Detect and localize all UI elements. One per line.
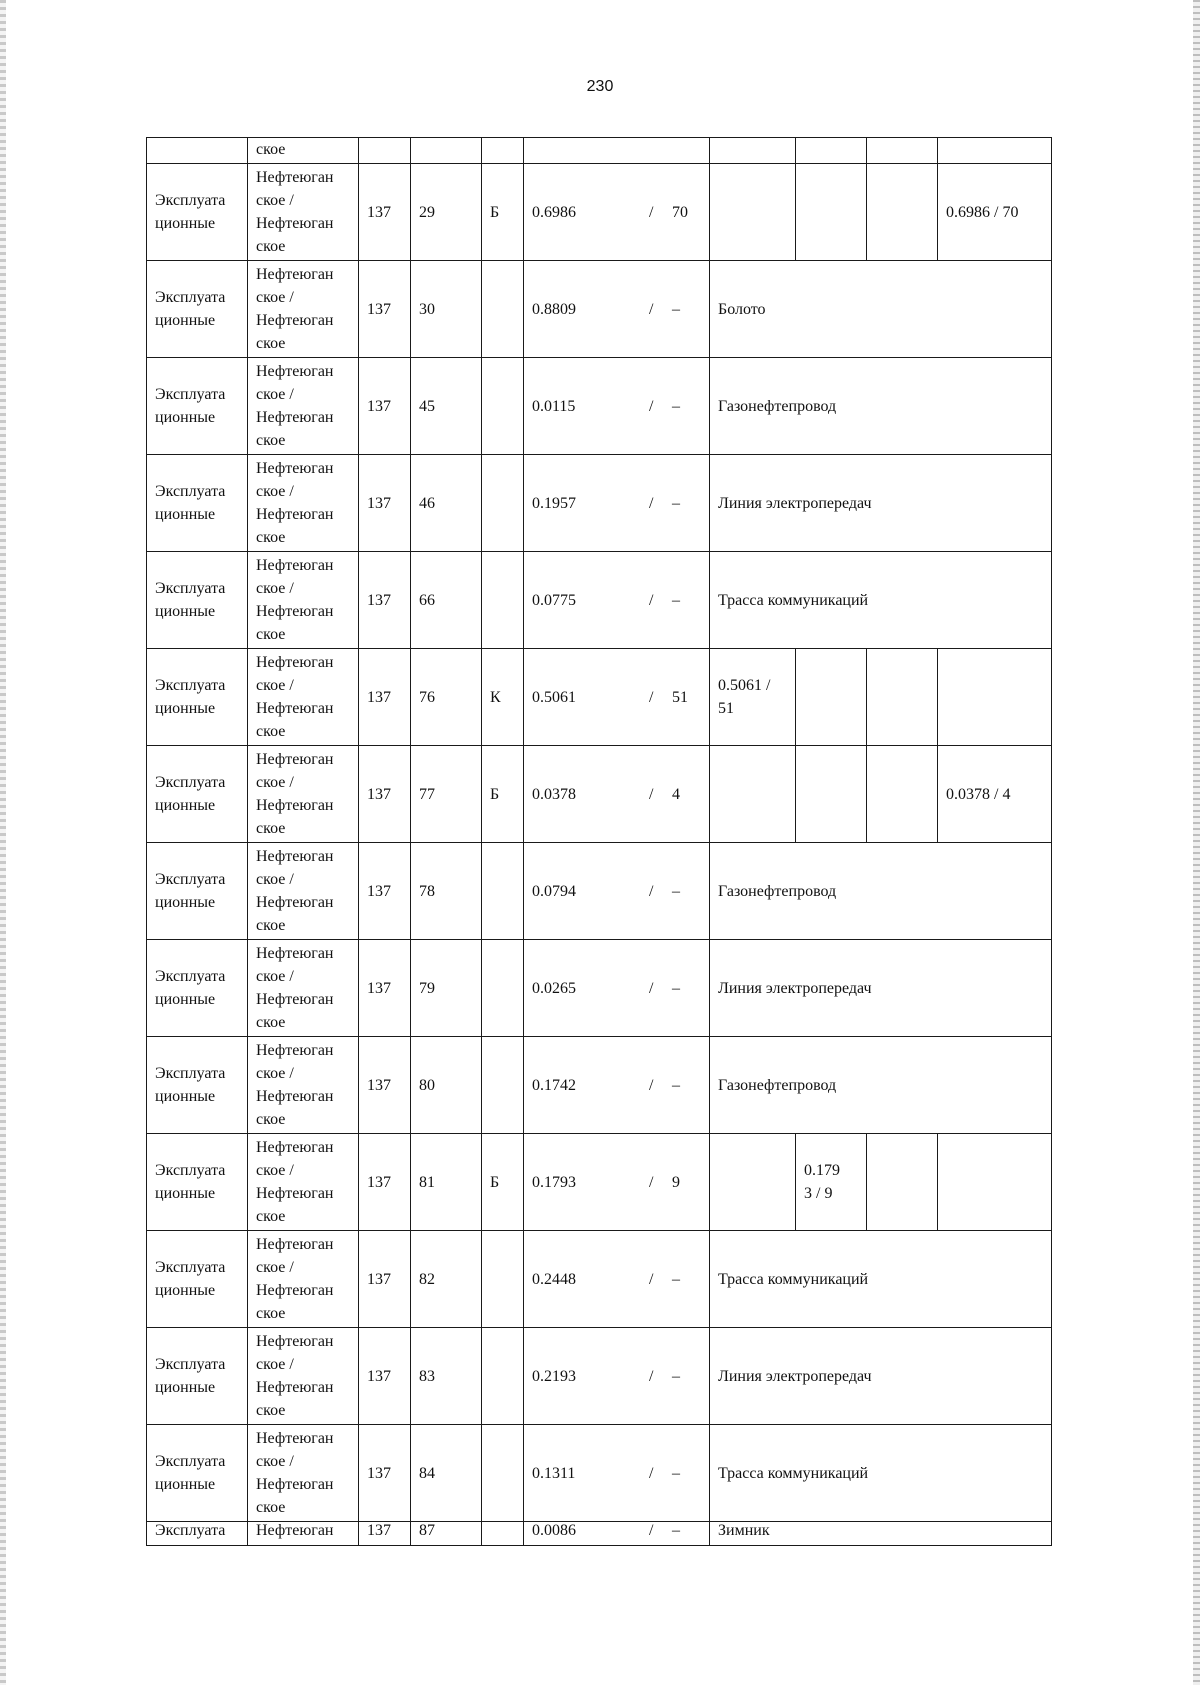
- cell-category: [482, 1425, 524, 1522]
- cell-object: [710, 1425, 1052, 1522]
- cell-object-2-text: 0.179 3 / 9: [804, 1162, 840, 1202]
- cell-quarter-text: 137: [367, 1522, 391, 1539]
- cell-area: [524, 940, 710, 1037]
- area-value: 0.0378: [532, 785, 576, 803]
- cell-quarter-text: 137: [367, 1076, 391, 1094]
- cell-plot: [411, 1522, 482, 1546]
- cell-category: [482, 1134, 524, 1231]
- cell-quarter-text: 137: [367, 397, 391, 415]
- area-separator: /: [649, 1522, 654, 1539]
- cell-type: [147, 1134, 248, 1231]
- cell-category: [482, 1231, 524, 1328]
- area-extra-value: 4: [672, 785, 680, 803]
- cell-category: [482, 940, 524, 1037]
- cell-plot-text: 45: [419, 397, 435, 415]
- cell-type-text: Эксплуата ционные: [155, 386, 226, 426]
- area-extra-value: –: [672, 1076, 680, 1094]
- cell-type-text: Эксплуата ционные: [155, 1162, 226, 1202]
- cell-place-text: Нефтеюган ское / Нефтеюган ское: [256, 848, 334, 934]
- cell-type: [147, 1328, 248, 1425]
- cell-plot-text: 81: [419, 1173, 435, 1191]
- cell-type-text: Эксплуата: [155, 1522, 226, 1539]
- cell-object-1: [710, 746, 796, 843]
- cell-area: [524, 455, 710, 552]
- cell-plot: [411, 261, 482, 358]
- cell-object-1: [710, 138, 796, 164]
- cell-object: [710, 1522, 1052, 1546]
- cell-object-text: Газонефтепровод: [718, 882, 837, 900]
- cell-area: [524, 261, 710, 358]
- cell-object-4: [938, 746, 1052, 843]
- area-separator: /: [649, 1270, 654, 1288]
- cell-object: [710, 940, 1052, 1037]
- cell-plot: [411, 164, 482, 261]
- cell-quarter-text: 137: [367, 591, 391, 609]
- area-separator: /: [649, 1076, 654, 1094]
- cell-object-text: Линия электропередач: [718, 979, 872, 997]
- cell-plot-text: 82: [419, 1270, 435, 1288]
- cell-place: [248, 843, 359, 940]
- cell-quarter-text: 137: [367, 203, 391, 221]
- cell-place-text: Нефтеюган ское / Нефтеюган ское: [256, 751, 334, 837]
- cell-object-text: Трасса коммуникаций: [718, 1464, 869, 1482]
- area-separator: /: [649, 1464, 654, 1482]
- cell-type-text: Эксплуата ционные: [155, 968, 226, 1008]
- cell-category: [482, 746, 524, 843]
- table-row: [147, 746, 1052, 843]
- cell-quarter: [359, 552, 411, 649]
- cell-object-4: [938, 649, 1052, 746]
- cell-quarter-text: 137: [367, 1367, 391, 1385]
- cell-plot-text: 80: [419, 1076, 435, 1094]
- area-extra-value: 70: [672, 203, 688, 221]
- cell-object-text: Болото: [718, 300, 766, 318]
- area-value-group: [532, 1074, 701, 1097]
- area-value-group: [532, 686, 701, 709]
- cell-place: [248, 1037, 359, 1134]
- cell-place-text: Нефтеюган ское / Нефтеюган ское: [256, 945, 334, 1031]
- area-extra-value: –: [672, 1270, 680, 1288]
- cell-place: [248, 455, 359, 552]
- cell-category-text: Б: [490, 785, 500, 803]
- cell-plot: [411, 1037, 482, 1134]
- cell-place: [248, 1522, 359, 1546]
- table-row: [147, 455, 1052, 552]
- cell-place: [248, 261, 359, 358]
- cell-area: [524, 164, 710, 261]
- cell-quarter: [359, 1425, 411, 1522]
- cell-category: [482, 1037, 524, 1134]
- cell-place: [248, 358, 359, 455]
- cell-type-text: Эксплуата ционные: [155, 1453, 226, 1493]
- cell-place-text: Нефтеюган ское / Нефтеюган ское: [256, 1236, 334, 1322]
- cell-quarter-text: 137: [367, 494, 391, 512]
- cell-category: [482, 649, 524, 746]
- cell-area: [524, 358, 710, 455]
- cell-object-3: [867, 138, 938, 164]
- cell-plot: [411, 455, 482, 552]
- table-body: [147, 138, 1052, 1546]
- cell-object: [710, 1037, 1052, 1134]
- cell-type-text: Эксплуата ционные: [155, 1356, 226, 1396]
- area-value-group: [532, 201, 701, 224]
- area-extra-value: –: [672, 494, 680, 512]
- area-value: 0.1311: [532, 1464, 576, 1482]
- cell-plot-text: 76: [419, 688, 435, 706]
- area-extra-value: –: [672, 1464, 680, 1482]
- cell-object-2: [796, 1134, 867, 1231]
- cell-area: [524, 138, 710, 164]
- cell-plot: [411, 1134, 482, 1231]
- area-value: 0.2193: [532, 1367, 576, 1385]
- cell-object-3: [867, 164, 938, 261]
- area-separator: /: [649, 397, 654, 415]
- area-value-group: [532, 977, 701, 1000]
- cell-plot-text: 84: [419, 1464, 435, 1482]
- cell-area: [524, 1231, 710, 1328]
- cell-plot: [411, 138, 482, 164]
- cell-quarter-text: 137: [367, 785, 391, 803]
- cell-object: [710, 552, 1052, 649]
- cell-type: [147, 552, 248, 649]
- cell-category: [482, 164, 524, 261]
- cell-quarter: [359, 1037, 411, 1134]
- area-extra-value: –: [672, 1522, 680, 1539]
- table-row: [147, 261, 1052, 358]
- cell-place-text: Нефтеюган ское / Нефтеюган ское: [256, 654, 334, 740]
- cell-object-3: [867, 649, 938, 746]
- cell-category: [482, 261, 524, 358]
- cell-category: [482, 552, 524, 649]
- area-value-group: [532, 880, 701, 903]
- cell-type: [147, 138, 248, 164]
- area-separator: /: [649, 591, 654, 609]
- cell-place-text: Нефтеюган ское / Нефтеюган ское: [256, 169, 334, 255]
- cell-category-text: Б: [490, 203, 500, 221]
- cell-type: [147, 261, 248, 358]
- cell-type-text: Эксплуата ционные: [155, 774, 226, 814]
- cell-place: [248, 940, 359, 1037]
- cell-object-text: Газонефтепровод: [718, 397, 837, 415]
- cell-category: [482, 138, 524, 164]
- area-value-group: [532, 1268, 701, 1291]
- cell-area: [524, 746, 710, 843]
- cell-quarter-text: 137: [367, 300, 391, 318]
- cell-type: [147, 746, 248, 843]
- cell-quarter: [359, 164, 411, 261]
- table-row: [147, 649, 1052, 746]
- cell-quarter: [359, 940, 411, 1037]
- area-value-group: [532, 298, 701, 321]
- cell-type-text: Эксплуата ционные: [155, 192, 226, 232]
- cell-area: [524, 843, 710, 940]
- table-row: [147, 552, 1052, 649]
- cell-category: [482, 1522, 524, 1546]
- cell-quarter: [359, 746, 411, 843]
- cell-type-text: Эксплуата ционные: [155, 1065, 226, 1105]
- area-value: 0.0775: [532, 591, 576, 609]
- area-value: 0.0794: [532, 882, 576, 900]
- cell-type: [147, 1037, 248, 1134]
- cell-object-3: [867, 1134, 938, 1231]
- cell-quarter: [359, 1134, 411, 1231]
- cell-object-4: [938, 138, 1052, 164]
- cell-place-text: Нефтеюган ское / Нефтеюган ское: [256, 1042, 334, 1128]
- cell-object-2: [796, 746, 867, 843]
- cell-object-4: [938, 1134, 1052, 1231]
- cell-area: [524, 1425, 710, 1522]
- cell-object: [710, 1328, 1052, 1425]
- cell-category: [482, 358, 524, 455]
- cell-category: [482, 455, 524, 552]
- area-extra-value: –: [672, 591, 680, 609]
- cell-quarter-text: 137: [367, 1173, 391, 1191]
- table-row: [147, 164, 1052, 261]
- cell-object: [710, 843, 1052, 940]
- cell-place: [248, 1328, 359, 1425]
- area-separator: /: [649, 1173, 654, 1191]
- cell-object: [710, 455, 1052, 552]
- cell-quarter: [359, 649, 411, 746]
- cell-plot-text: 66: [419, 591, 435, 609]
- cell-type: [147, 1522, 248, 1546]
- area-value-group: [532, 1522, 701, 1545]
- cell-type: [147, 843, 248, 940]
- cell-plot: [411, 649, 482, 746]
- cell-object-2: [796, 138, 867, 164]
- cell-plot: [411, 358, 482, 455]
- area-separator: /: [649, 979, 654, 997]
- cell-plot-text: 30: [419, 300, 435, 318]
- cell-quarter-text: 137: [367, 1464, 391, 1482]
- cell-plot: [411, 552, 482, 649]
- cell-area: [524, 1328, 710, 1425]
- cell-object: [710, 358, 1052, 455]
- cell-place: [248, 552, 359, 649]
- scan-edge-left: [0, 0, 6, 1685]
- cell-place-text: Нефтеюган ское / Нефтеюган ское: [256, 1139, 334, 1225]
- cell-place: [248, 164, 359, 261]
- cell-place-text: Нефтеюган ское / Нефтеюган ское: [256, 1430, 334, 1516]
- cell-category: [482, 1328, 524, 1425]
- cell-plot: [411, 1425, 482, 1522]
- area-separator: /: [649, 688, 654, 706]
- cell-type-text: Эксплуата ционные: [155, 580, 226, 620]
- area-extra-value: 51: [672, 688, 688, 706]
- cell-plot: [411, 940, 482, 1037]
- cell-type-text: Эксплуата ционные: [155, 1259, 226, 1299]
- cell-type: [147, 358, 248, 455]
- cell-type: [147, 649, 248, 746]
- cell-quarter: [359, 138, 411, 164]
- table-row: [147, 1425, 1052, 1522]
- cell-plot-text: 78: [419, 882, 435, 900]
- area-value-group: [532, 1171, 701, 1194]
- area-value: 0.6986: [532, 203, 576, 221]
- cell-place: [248, 746, 359, 843]
- cell-type-text: Эксплуата ционные: [155, 677, 226, 717]
- cell-plot-text: 87: [419, 1522, 435, 1539]
- cell-object-text: Трасса коммуникаций: [718, 1270, 869, 1288]
- area-value: 0.1957: [532, 494, 576, 512]
- area-extra-value: –: [672, 397, 680, 415]
- cell-object-3: [867, 746, 938, 843]
- area-separator: /: [649, 203, 654, 221]
- cell-area: [524, 1037, 710, 1134]
- cell-object-text: Газонефтепровод: [718, 1076, 837, 1094]
- area-value-group: [532, 1462, 701, 1485]
- cell-quarter: [359, 455, 411, 552]
- cell-type-text: Эксплуата ционные: [155, 289, 226, 329]
- cell-plot-text: 29: [419, 203, 435, 221]
- cell-place: ское: [248, 138, 359, 164]
- table-row: [147, 1328, 1052, 1425]
- cell-place: [248, 649, 359, 746]
- area-value-group: [532, 1365, 701, 1388]
- area-separator: /: [649, 494, 654, 512]
- cell-plot: [411, 746, 482, 843]
- cell-type: [147, 1425, 248, 1522]
- area-value-group: [532, 783, 701, 806]
- area-value-group: [532, 492, 701, 515]
- cell-type: [147, 455, 248, 552]
- cell-object-1-text: 0.5061 / 51: [718, 677, 771, 717]
- cell-quarter-text: 137: [367, 882, 391, 900]
- area-separator: /: [649, 1367, 654, 1385]
- cell-quarter: [359, 1328, 411, 1425]
- cell-quarter-text: 137: [367, 1270, 391, 1288]
- cell-place-text: Нефтеюган ское / Нефтеюган ское: [256, 266, 334, 352]
- cell-object-4-text: 0.6986 / 70: [946, 203, 1019, 221]
- cell-plot: [411, 1328, 482, 1425]
- cell-area: [524, 552, 710, 649]
- area-extra-value: 9: [672, 1173, 680, 1191]
- cell-object-4-text: 0.0378 / 4: [946, 785, 1011, 803]
- cell-object-text: Трасса коммуникаций: [718, 591, 869, 609]
- cell-plot: [411, 1231, 482, 1328]
- cell-object-2: [796, 649, 867, 746]
- area-value: 0.8809: [532, 300, 576, 318]
- cell-quarter: [359, 358, 411, 455]
- area-extra-value: –: [672, 1367, 680, 1385]
- area-separator: /: [649, 300, 654, 318]
- cell-type-text: Эксплуата ционные: [155, 871, 226, 911]
- area-extra-value: –: [672, 300, 680, 318]
- cell-quarter: [359, 843, 411, 940]
- scan-edge-right: [1193, 0, 1200, 1685]
- table-row: [147, 358, 1052, 455]
- cell-object-text: Линия электропередач: [718, 494, 872, 512]
- cell-place-text: Нефтеюган ское / Нефтеюган ское: [256, 557, 334, 643]
- area-separator: /: [649, 785, 654, 803]
- cell-area: [524, 1134, 710, 1231]
- cell-object-2: [796, 164, 867, 261]
- cell-category-text: К: [490, 688, 501, 706]
- cell-type-text: Эксплуата ционные: [155, 483, 226, 523]
- area-value-group: [532, 589, 701, 612]
- cell-place-text: Нефтеюган ское / Нефтеюган ское: [256, 460, 334, 546]
- area-value: 0.5061: [532, 688, 576, 706]
- cell-place: [248, 1425, 359, 1522]
- area-value: 0.0265: [532, 979, 576, 997]
- table-row: [147, 1134, 1052, 1231]
- cell-area: [524, 649, 710, 746]
- cell-object-1: [710, 1134, 796, 1231]
- cell-quarter: [359, 261, 411, 358]
- area-extra-value: –: [672, 979, 680, 997]
- cell-type: [147, 164, 248, 261]
- cell-type: [147, 940, 248, 1037]
- table-row: [147, 1522, 1052, 1546]
- cell-quarter-text: 137: [367, 979, 391, 997]
- cell-object: [710, 261, 1052, 358]
- cell-plot: [411, 843, 482, 940]
- table-row-continuation: [147, 138, 1052, 164]
- land-plots-table: [146, 137, 1052, 1546]
- cell-place-text: Нефтеюган ское / Нефтеюган ское: [256, 1333, 334, 1419]
- cell-object-4: [938, 164, 1052, 261]
- cell-place: [248, 1134, 359, 1231]
- area-value-group: [532, 395, 701, 418]
- cell-object-1: [710, 649, 796, 746]
- area-extra-value: –: [672, 882, 680, 900]
- cell-quarter-text: 137: [367, 688, 391, 706]
- cell-quarter: [359, 1522, 411, 1546]
- cell-object: [710, 1231, 1052, 1328]
- cell-quarter: [359, 1231, 411, 1328]
- area-value: 0.2448: [532, 1270, 576, 1288]
- area-value: 0.0115: [532, 397, 576, 415]
- cell-category-text: Б: [490, 1173, 500, 1191]
- cell-object-text: Зимник: [718, 1522, 770, 1539]
- cell-area: [524, 1522, 710, 1546]
- cell-plot-text: 77: [419, 785, 435, 803]
- area-value: 0.1742: [532, 1076, 576, 1094]
- table-row: [147, 843, 1052, 940]
- area-value: 0.1793: [532, 1173, 576, 1191]
- cell-place-text: Нефтеюган: [256, 1522, 334, 1539]
- cell-plot-text: 46: [419, 494, 435, 512]
- table-row: [147, 1231, 1052, 1328]
- cell-place-text: Нефтеюган ское / Нефтеюган ское: [256, 363, 334, 449]
- cell-type: [147, 1231, 248, 1328]
- cell-plot-text: 83: [419, 1367, 435, 1385]
- area-separator: /: [649, 882, 654, 900]
- cell-object-text: Линия электропередач: [718, 1367, 872, 1385]
- cell-plot-text: 79: [419, 979, 435, 997]
- table-row: [147, 940, 1052, 1037]
- cell-object-1: [710, 164, 796, 261]
- cell-category: [482, 843, 524, 940]
- table-row: [147, 1037, 1052, 1134]
- cell-place: [248, 1231, 359, 1328]
- area-value: 0.0086: [532, 1522, 576, 1539]
- page-number: 230: [586, 78, 614, 95]
